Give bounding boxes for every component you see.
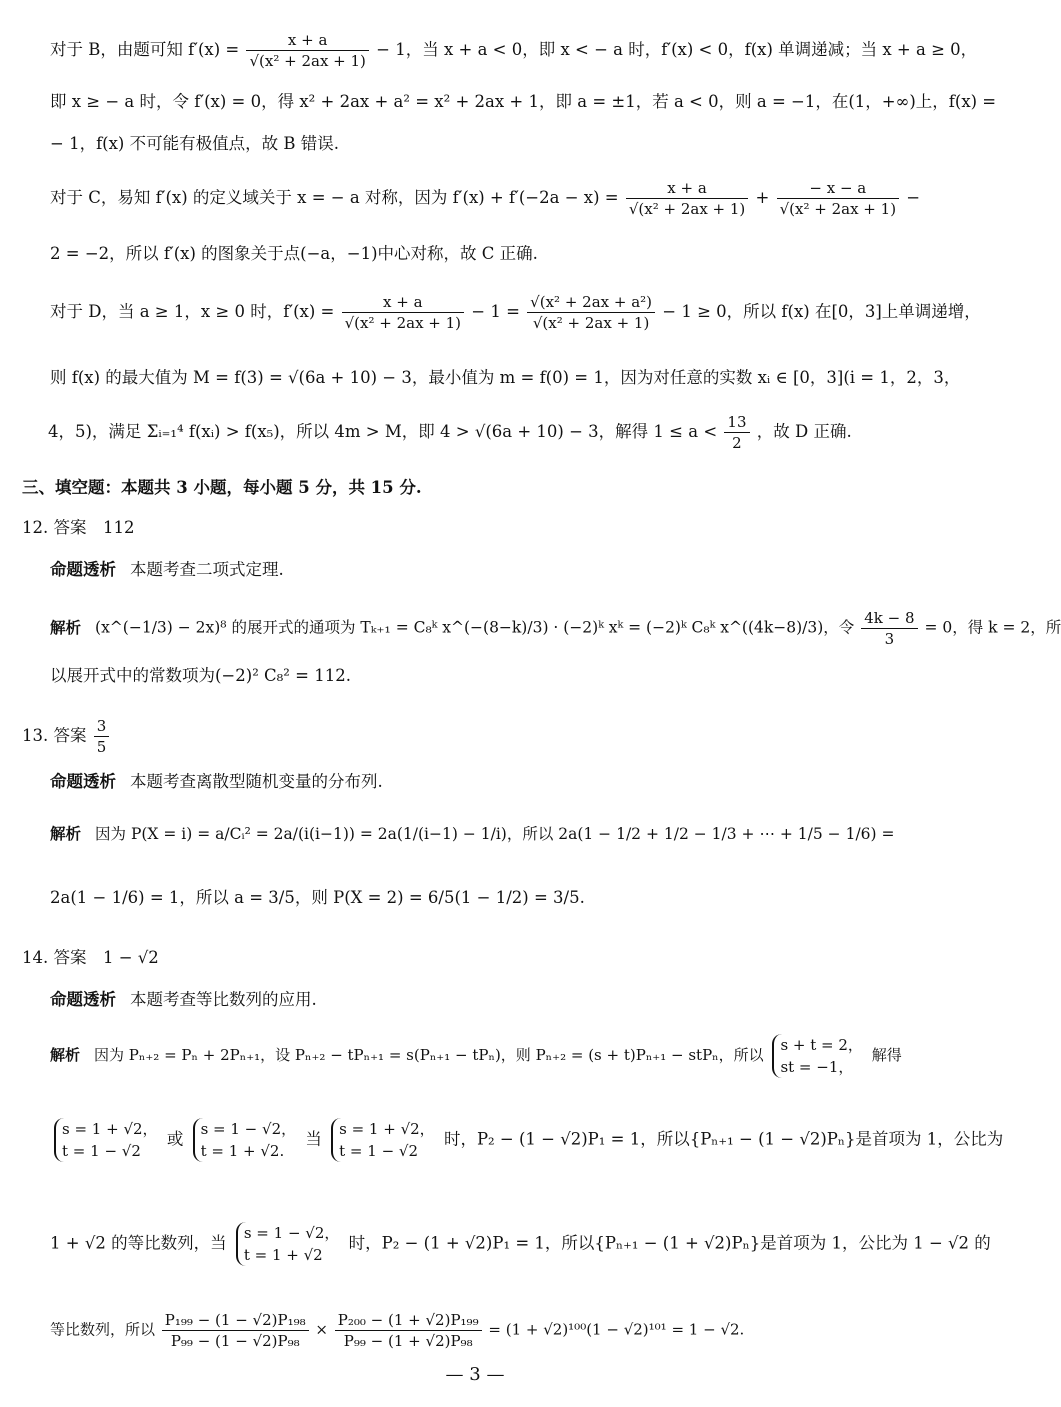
q12-answer <box>22 516 928 540</box>
fraction: $\frac{3}{5}$ <box>94 716 110 757</box>
q14-solution <box>50 1034 928 1078</box>
q14-solution-4 <box>50 1310 928 1351</box>
fraction: $\frac{13}{2}$ <box>724 412 749 453</box>
q14-answer <box>22 946 928 970</box>
text: 等比数列，所以 <box>50 1320 156 1339</box>
text: ，故 D 正确. <box>756 422 852 441</box>
text: 或 <box>166 1129 184 1149</box>
equation-system: s = 1 + √2， t = 1 − √2 <box>331 1118 435 1162</box>
text: − 1，当 x + a < 0，即 x < − a 时，f′(x) < 0，f(x) 单调递减；当 x + a ≥ 0， <box>376 40 978 59</box>
text: 以展开式中的常数项为(−2)² C₈² = 112. <box>50 666 351 685</box>
text: 本题考查离散型随机变量的分布列. <box>130 772 383 791</box>
fraction: $\frac{\text{√(x² + 2ax + a²)}}{\text{√(x² + 2ax + 1)}}$ <box>527 292 655 333</box>
text: 对于 B，由题可知 f′(x) = <box>50 40 240 59</box>
label: 解析 <box>50 824 82 843</box>
text: 因为 Pₙ₊₂ = Pₙ + 2Pₙ₊₁，设 Pₙ₊₂ − tPₙ₊₁ = s(Pₙ₊₁ − tPₙ)，则 Pₙ₊₂ = (s + t)Pₙ₊₁ − stPₙ，所以 <box>94 1046 764 1064</box>
text-line-d2 <box>50 366 961 390</box>
text: = (1 + √2)¹⁰⁰(1 − √2)¹⁰¹ = 1 − √2. <box>488 1320 745 1339</box>
fraction: $\frac{4k - 8}{3}$ <box>861 608 917 649</box>
text-line-b3 <box>50 132 928 156</box>
text-line-d1 <box>50 292 981 333</box>
fraction: $\frac{x + a}{\text{√(x² + 2ax + 1)}}$ <box>626 178 748 219</box>
q13-answer <box>22 716 928 757</box>
text: 12. 答案 112 <box>22 518 135 537</box>
equation-system: s + t = 2， st = −1， <box>772 1034 862 1078</box>
text: 即 x ≥ − a 时，令 f′(x) = 0，得 x² + 2ax + a² = x² + 2ax + 1，即 a = ±1，若 a < 0，则 a = −1，在(1，+∞)上，f(x) = <box>50 92 997 111</box>
text: 14. 答案 1 − √2 <box>22 948 159 967</box>
equation-system: s = 1 + √2， t = 1 − √2 <box>54 1118 158 1162</box>
text: 对于 C，易知 f′(x) 的定义域关于 x = − a 对称，因为 f′(x) + f′(−2a − x) = <box>50 188 619 207</box>
fraction: $\frac{x + a}{\text{√(x² + 2ax + 1)}}$ <box>246 30 368 71</box>
text: 本题考查二项式定理. <box>130 560 284 579</box>
text: = 0，得 k = 2，所 <box>924 618 1061 637</box>
q13-solution-2 <box>50 886 928 910</box>
page-number: — 3 — <box>445 1364 505 1385</box>
section-heading <box>22 476 928 500</box>
text: − <box>906 188 921 207</box>
label: 命题透析 <box>50 772 116 791</box>
text: 对于 D，当 a ≥ 1，x ≥ 0 时，f′(x) = <box>50 302 335 321</box>
text: 本题考查等比数列的应用. <box>130 990 317 1009</box>
text: − 1 = <box>471 302 520 321</box>
text: 13. 答案 <box>22 726 87 745</box>
label: 命题透析 <box>50 560 116 579</box>
q13-analysis <box>50 770 928 794</box>
q14-solution-3 <box>50 1222 991 1266</box>
q12-solution-2 <box>50 664 928 688</box>
text: 解得 <box>871 1046 902 1064</box>
text: − 1 ≥ 0，所以 f(x) 在[0，3]上单调递增， <box>662 302 981 321</box>
text: 2 = −2，所以 f′(x) 的图象关于点(−a，−1)中心对称，故 C 正确. <box>50 244 538 263</box>
text: × <box>315 1320 328 1339</box>
text-line-c2 <box>50 242 928 266</box>
fraction: $\frac{- x - a}{\text{√(x² + 2ax + 1)}}$ <box>777 178 899 219</box>
text-line-b1 <box>50 30 978 71</box>
text: 1 + √2 的等比数列，当 <box>50 1233 227 1253</box>
fraction: $\frac{\text{P₁₉₉ − (1 − √2)P₁₉₈}}{\text{P₉₉ − (1 − √2)P₉₈}}$ <box>162 1310 309 1351</box>
text-line-c1 <box>50 178 928 219</box>
text: 则 f(x) 的最大值为 M = f(3) = √(6a + 10) − 3，最小值为 m = f(0) = 1，因为对任意的实数 xᵢ ∈ [0，3](i = 1，2，3， <box>50 368 961 387</box>
fraction: $\frac{\text{P₂₀₀ − (1 + √2)P₁₉₉}}{\text{P₉₉ − (1 + √2)P₉₈}}$ <box>335 1310 482 1351</box>
q14-solution-2 <box>50 1118 1004 1162</box>
q12-solution <box>50 608 1061 649</box>
text: 时，P₂ − (1 − √2)P₁ = 1，所以{Pₙ₊₁ − (1 − √2)Pₙ}是首项为 1，公比为 <box>443 1129 1004 1149</box>
text: 4，5)，满足 <box>48 422 142 441</box>
equation-system: s = 1 − √2， t = 1 + √2. <box>193 1118 297 1162</box>
text: 时，P₂ − (1 + √2)P₁ = 1，所以{Pₙ₊₁ − (1 + √2)Pₙ}是首项为 1，公比为 1 − √2 的 <box>348 1233 991 1253</box>
label: 命题透析 <box>50 990 116 1009</box>
text-line-d3 <box>48 412 928 453</box>
equation-system: s = 1 − √2， t = 1 + √2 <box>236 1222 340 1266</box>
text: 当 <box>305 1129 322 1149</box>
q12-analysis <box>50 558 928 582</box>
q14-analysis <box>50 988 928 1012</box>
fraction: $\frac{x + a}{\text{√(x² + 2ax + 1)}}$ <box>342 292 464 333</box>
q13-solution <box>50 822 928 846</box>
text: 三、填空题：本题共 3 小题，每小题 5 分，共 15 分. <box>22 478 422 497</box>
label: 解析 <box>50 617 82 637</box>
text: + <box>755 188 770 207</box>
text: 因为 P(X = i) = a/Cᵢ² = 2a/(i(i−1)) = 2a(1/(i−1) − 1/i)，所以 2a(1 − 1/2 + 1/2 − 1/3 + ⋯ + 1/5 − 1/6) = <box>95 825 895 843</box>
label: 解析 <box>50 1046 81 1064</box>
text: − 1，f(x) 不可能有极值点，故 B 错误. <box>50 134 339 153</box>
text: 2a(1 − 1/6) = 1，所以 a = 3/5，则 P(X = 2) = 6/5(1 − 1/2) = 3/5. <box>50 888 585 907</box>
text: (x^(−1/3) − 2x)⁸ 的展开式的通项为 Tₖ₊₁ = C₈ᵏ x^(−(8−k)/3) · (−2)ᵏ xᵏ = (−2)ᵏ C₈ᵏ x^((4k−8)/3)，令 <box>95 618 855 637</box>
summation-text: Σᵢ₌₁⁴ f(xᵢ) > f(x₅)，所以 4m > M，即 4 > √(6a + 10) − 3，解得 1 ≤ a < <box>146 422 718 441</box>
text-line-b2 <box>50 90 997 114</box>
